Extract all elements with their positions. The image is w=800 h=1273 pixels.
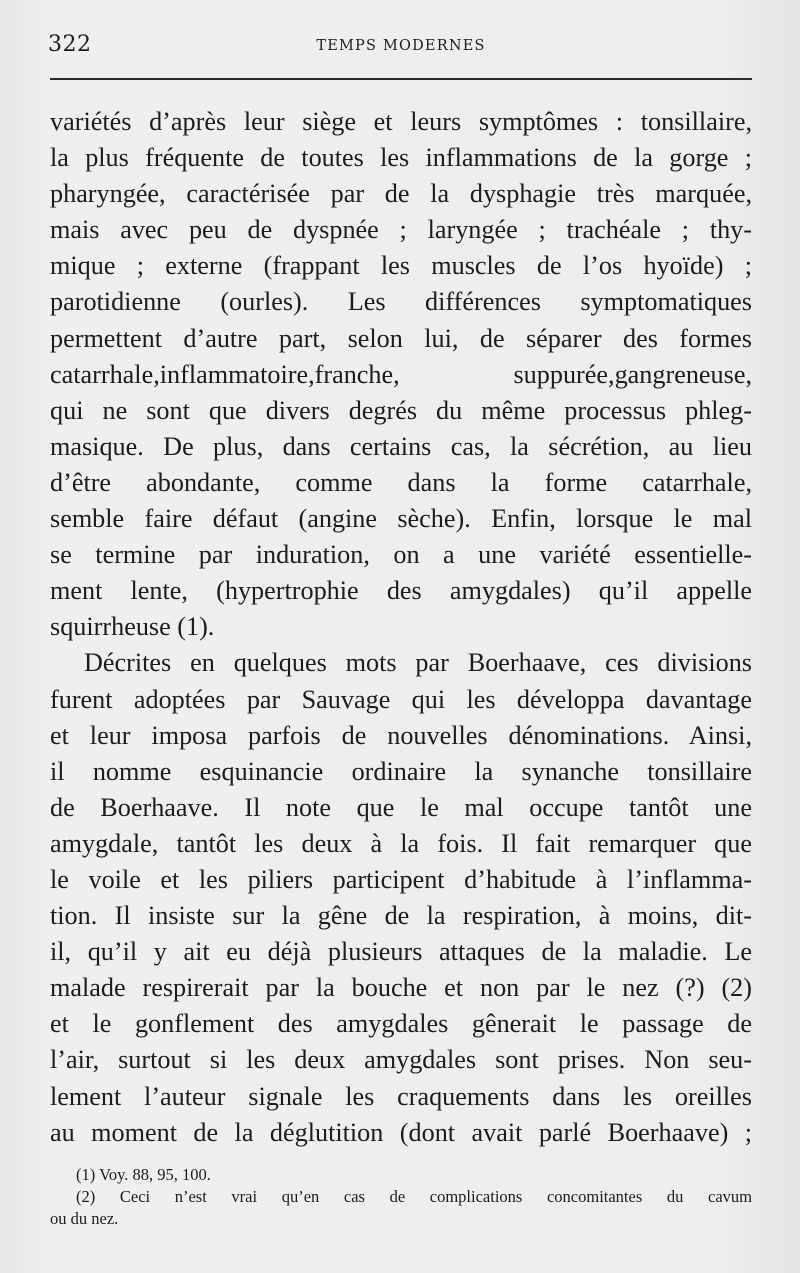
paragraph-start-line: Décrites en quelques mots par Boerhaave, ces divisions: [84, 648, 752, 678]
text-line: il, qu’il y ait eu déjà plusieurs attaques de la maladie. Le: [50, 937, 752, 967]
body-text: [50, 104, 752, 1151]
footnote-2-continuation: ou du nez.: [50, 1209, 119, 1228]
text-line: parotidienne (ourles). Les différences symptomatiques: [50, 287, 752, 317]
footnote-2: (2) Ceci n’est vrai qu’en cas de complications concomitantes du cavum: [76, 1187, 752, 1206]
footnote-1: (1) Voy. 88, 95, 100.: [76, 1165, 211, 1184]
text-line: variétés d’après leur siège et leurs symptômes : tonsillaire,: [50, 107, 752, 136]
text-line: furent adoptées par Sauvage qui les développa davantage: [50, 684, 752, 714]
text-line: au moment de la déglutition (dont avait parlé Boerhaave) ;: [50, 1117, 752, 1147]
text-line: squirrheuse (1).: [50, 612, 215, 642]
page-number: 322: [48, 32, 92, 57]
text-line: se termine par induration, on a une variété essentielle-: [50, 540, 752, 570]
running-head: TEMPS MODERNES: [316, 38, 486, 54]
text-line: ment lente, (hypertrophie des amygdales) qu’il appelle: [50, 576, 752, 606]
text-line: le voile et les piliers participent d’habitude à l’inflamma-: [50, 864, 752, 894]
text-line: mique ; externe (frappant les muscles de l’os hyoïde) ;: [50, 251, 752, 281]
text-line: masique. De plus, dans certains cas, la sécrétion, au lieu: [50, 431, 752, 461]
text-line: catarrhale,inflammatoire,franche, suppurée,gangreneuse,: [50, 359, 752, 389]
text-line: malade respirerait par la bouche et non par le nez (?) (2): [50, 973, 752, 1003]
text-line: permettent d’autre part, selon lui, de séparer des formes: [50, 323, 752, 353]
header-rule: [50, 78, 752, 80]
text-line: et leur imposa parfois de nouvelles dénominations. Ainsi,: [50, 720, 752, 750]
text-line: mais avec peu de dyspnée ; laryngée ; trachéale ; thy-: [50, 215, 752, 245]
text-line: semble faire défaut (angine sèche). Enfin, lorsque le mal: [50, 504, 752, 534]
text-line: d’être abondante, comme dans la forme catarrhale,: [50, 467, 752, 497]
text-line: amygdale, tantôt les deux à la fois. Il fait remarquer que: [50, 828, 752, 858]
text-line: qui ne sont que divers degrés du même processus phleg-: [50, 395, 752, 425]
text-line: pharyngée, caractérisée par de la dysphagie très marquée,: [50, 179, 752, 209]
text-line: la plus fréquente de toutes les inflammations de la gorge ;: [50, 143, 752, 173]
text-line: de Boerhaave. Il note que le mal occupe tantôt une: [50, 792, 752, 822]
text-line: et le gonflement des amygdales gênerait le passage de: [50, 1009, 752, 1039]
text-line: lement l’auteur signale les craquements dans les oreilles: [50, 1081, 752, 1111]
page-header: [48, 30, 754, 66]
text-line: l’air, surtout si les deux amygdales sont prises. Non seu-: [50, 1045, 752, 1075]
text-line: il nomme esquinancie ordinaire la synanche tonsillaire: [50, 756, 752, 786]
text-line: tion. Il insiste sur la gêne de la respiration, à moins, dit-: [50, 901, 752, 931]
footnotes: [50, 1164, 752, 1230]
